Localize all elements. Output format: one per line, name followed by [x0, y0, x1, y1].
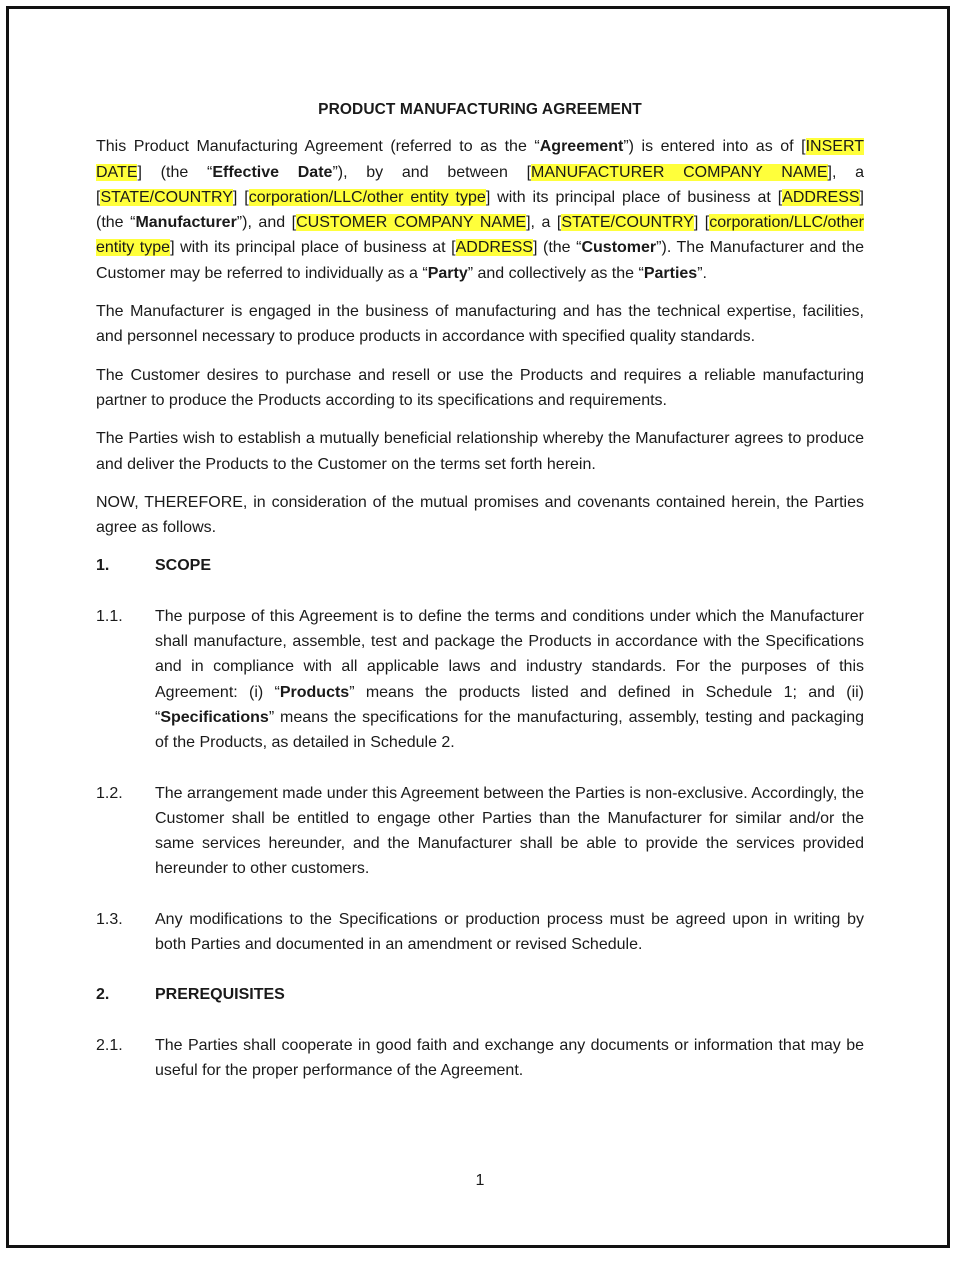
text-run: ], a [ — [526, 214, 562, 232]
defined-term-specifications: Specifications — [160, 708, 269, 726]
page-number: 1 — [475, 1172, 485, 1189]
placeholder-customer-state: STATE/COUNTRY — [561, 214, 694, 232]
defined-term-products: Products — [279, 683, 350, 701]
section-heading-scope — [96, 553, 864, 578]
defined-term-party: Party — [427, 264, 468, 282]
text-run: ] with its principal place of business at [ — [485, 188, 783, 206]
placeholder-manufacturer-name: MANUFACTURER COMPANY NAME — [531, 163, 828, 181]
defined-term-manufacturer: Manufacturer — [135, 214, 237, 232]
section-title: SCOPE — [155, 557, 212, 575]
text-run: ] (the “ — [137, 163, 213, 181]
text-run: ”) is entered into as of [ — [623, 138, 806, 156]
clause-text: The arrangement made under this Agreement between the Parties is non-exclusive. Accordingly, the Customer shall be entitled to engage other Parties than the Manufacturer for similar and/or the same services hereunder, and the Manufacturer shall be able to provide the services provided hereunder to other customers. — [155, 784, 864, 878]
document-body — [96, 97, 864, 1083]
text-run: ” and collectively as the “ — [467, 264, 644, 282]
text-run: ], a [ — [96, 163, 865, 206]
placeholder-customer-address: ADDRESS — [455, 239, 533, 257]
text-run: ” means the specifications for the manufacturing, assembly, testing and packaging of the Products, as detailed in Schedule 2. — [155, 708, 864, 752]
text-run: ] with its principal place of business at [ — [170, 239, 456, 257]
text-run: ] [ — [232, 188, 249, 206]
text-run: ”), by and between [ — [332, 163, 532, 181]
text-run: The purpose of this Agreement is to define the terms and conditions under which the Manufacturer shall manufacture, assemble, test and package the Products in accordance with the Specifications and in compliance with all applicable laws and industry standards. For the purposes of this Agreement: (i) “ — [155, 607, 864, 701]
clause-text — [155, 604, 864, 756]
defined-term-customer: Customer — [581, 239, 657, 257]
intro-paragraph — [96, 134, 864, 286]
placeholder-manufacturer-entity-type: corporation/LLC/other entity type — [248, 188, 486, 206]
clause-2-1 — [96, 1033, 864, 1084]
section-number: 1. — [96, 557, 110, 575]
clause-number: 1.2. — [96, 784, 123, 802]
recital-paragraph: The Customer desires to purchase and resell or use the Products and requires a reliable manufacturing partner to produce the Products according to its specifications and requirements. — [96, 366, 864, 409]
clause-number: 1.3. — [96, 910, 123, 928]
text-run: This Product Manufacturing Agreement (referred to as the “ — [96, 138, 540, 156]
clause-1-1 — [96, 604, 864, 756]
section-heading-prerequisites — [96, 982, 864, 1007]
recital-paragraph: NOW, THEREFORE, in consideration of the mutual promises and covenants contained herein, the Parties agree as follows. — [96, 493, 864, 537]
section-title: PREREQUISITES — [155, 986, 285, 1004]
text-run: ] (the “ — [96, 188, 864, 232]
text-run: ”. — [697, 264, 707, 282]
defined-term-agreement: Agreement — [539, 138, 624, 156]
text-run: ” means the products listed and defined in Schedule 1; and (ii) “ — [155, 683, 865, 726]
clause-text: The Parties shall cooperate in good faith and exchange any documents or information that may be useful for the proper performance of the Agreement. — [155, 1036, 864, 1079]
defined-term-effective-date: Effective Date — [212, 163, 333, 181]
text-run: ”). The Manufacturer and the Customer may be referred to individually as a “ — [96, 239, 865, 282]
text-run: ] [ — [693, 214, 710, 232]
clause-number: 1.1. — [96, 607, 123, 625]
placeholder-manufacturer-address: ADDRESS — [782, 188, 860, 206]
recital-paragraph: The Manufacturer is engaged in the business of manufacturing and has the technical expertise, facilities, and personnel necessary to produce products in accordance with specified quality standards. — [96, 303, 864, 346]
placeholder-customer-name: CUSTOMER COMPANY NAME — [296, 214, 527, 232]
clause-1-2 — [96, 781, 864, 882]
section-number: 2. — [96, 986, 110, 1004]
placeholder-customer-entity-type: corporation/LLC/other entity type — [96, 214, 864, 257]
placeholder-insert-date: INSERT DATE — [96, 138, 864, 181]
placeholder-manufacturer-state: STATE/COUNTRY — [100, 188, 233, 206]
text-run: ] (the “ — [532, 239, 582, 257]
clause-number: 2.1. — [96, 1036, 123, 1054]
defined-term-parties: Parties — [643, 264, 698, 282]
document-title: PRODUCT MANUFACTURING AGREEMENT — [318, 101, 642, 118]
recital-paragraph: The Parties wish to establish a mutually beneficial relationship whereby the Manufacturer agrees to produce and deliver the Products to the Customer on the terms set forth herein. — [96, 430, 864, 473]
text-run: ”), and [ — [236, 214, 297, 232]
clause-text: Any modifications to the Specifications or production process must be agreed upon in writing by both Parties and documented in an amendment or revised Schedule. — [155, 910, 864, 954]
clause-1-3 — [96, 907, 864, 958]
